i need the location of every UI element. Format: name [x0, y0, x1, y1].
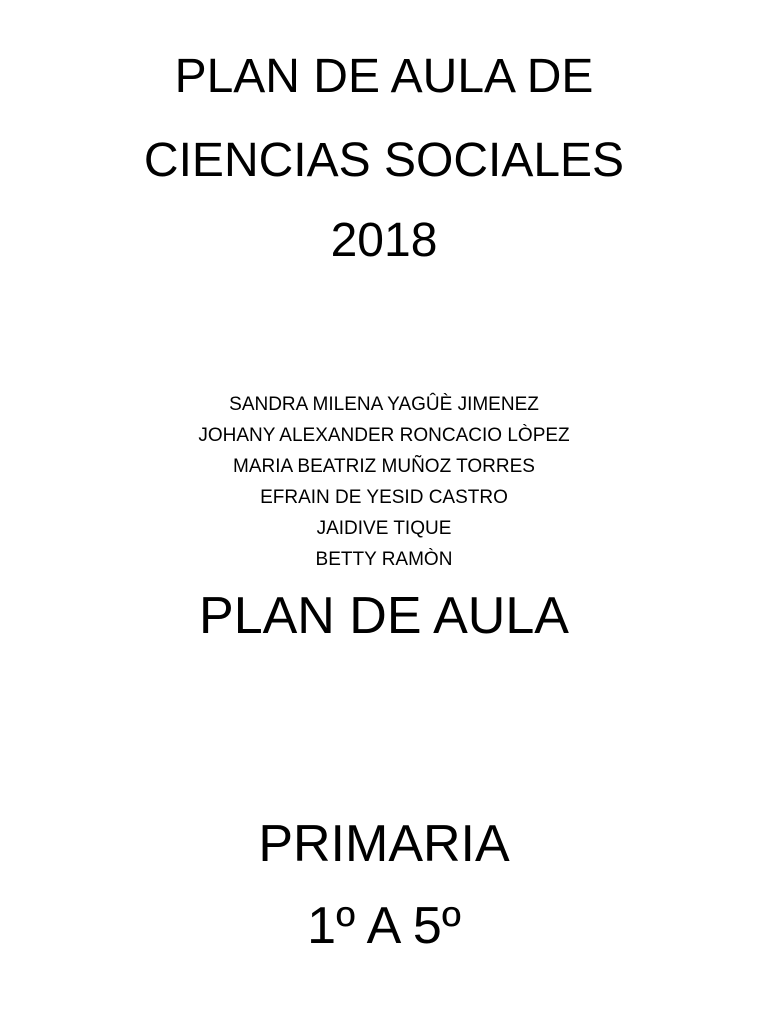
author-name: JAIDIVE TIQUE [316, 518, 452, 539]
author-name: EFRAIN DE YESID CASTRO [260, 487, 508, 508]
author-name: SANDRA MILENA YAGÛÈ JIMENEZ [229, 394, 539, 415]
author-name: JOHANY ALEXANDER RONCACIO LÒPEZ [198, 425, 570, 446]
title-line-3: 2018 [330, 214, 438, 267]
author-name: MARIA BEATRIZ MUÑOZ TORRES [233, 456, 535, 477]
grades-heading: 1º A 5º [307, 897, 461, 955]
title-line-2: CIENCIAS SOCIALES [143, 134, 625, 187]
author-name: BETTY RAMÒN [315, 549, 453, 570]
level-heading: PRIMARIA [258, 815, 510, 873]
title-line-1: PLAN DE AULA DE [174, 50, 594, 103]
subtitle-heading: PLAN DE AULA [199, 587, 569, 645]
